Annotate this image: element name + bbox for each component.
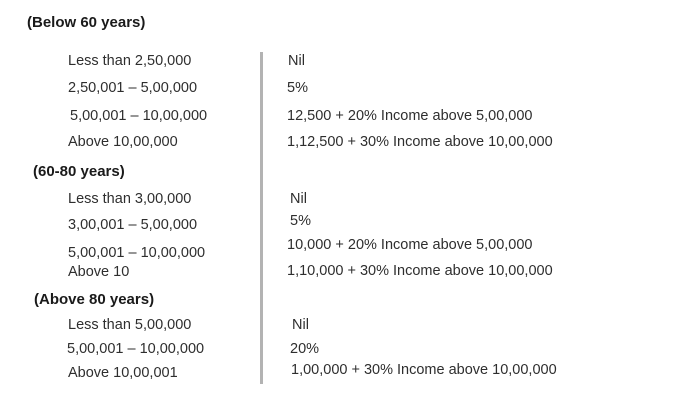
income-range: Above 10,00,001	[68, 365, 178, 381]
income-range: 3,00,001 – 5,00,000	[68, 217, 198, 233]
tax-rate: 1,00,000 + 30% Income above 10,00,000	[291, 362, 557, 378]
income-range: 5,00,001 – 10,00,000	[68, 245, 206, 261]
tax-rate: 1,12,500 + 30% Income above 10,00,000	[287, 134, 553, 150]
income-range: Less than 2,50,000	[68, 53, 192, 69]
tax-rate: Nil	[288, 53, 305, 69]
income-range: Above 10,00,000	[68, 134, 178, 150]
tax-rate: Nil	[292, 317, 309, 333]
tax-rate: 5%	[287, 80, 308, 96]
income-range: 5,00,001 – 10,00,000	[70, 108, 208, 124]
tax-rate: 12,500 + 20% Income above 5,00,000	[287, 108, 533, 124]
tax-rate: Nil	[290, 191, 307, 207]
income-range: Less than 5,00,000	[68, 317, 192, 333]
column-divider	[260, 52, 263, 384]
income-range: 5,00,001 – 10,00,000	[67, 341, 205, 357]
tax-rate: 1,10,000 + 30% Income above 10,00,000	[287, 263, 553, 279]
section-heading-60-80: (60-80 years)	[33, 163, 125, 180]
tax-rate: 10,000 + 20% Income above 5,00,000	[287, 237, 533, 253]
income-range: Above 10	[68, 264, 130, 280]
section-heading-below-60: (Below 60 years)	[27, 14, 146, 31]
tax-rate: 5%	[290, 213, 311, 229]
income-range: 2,50,001 – 5,00,000	[68, 80, 198, 96]
income-range: Less than 3,00,000	[68, 191, 192, 207]
section-heading-above-80: (Above 80 years)	[34, 291, 155, 308]
tax-rate: 20%	[290, 341, 320, 357]
